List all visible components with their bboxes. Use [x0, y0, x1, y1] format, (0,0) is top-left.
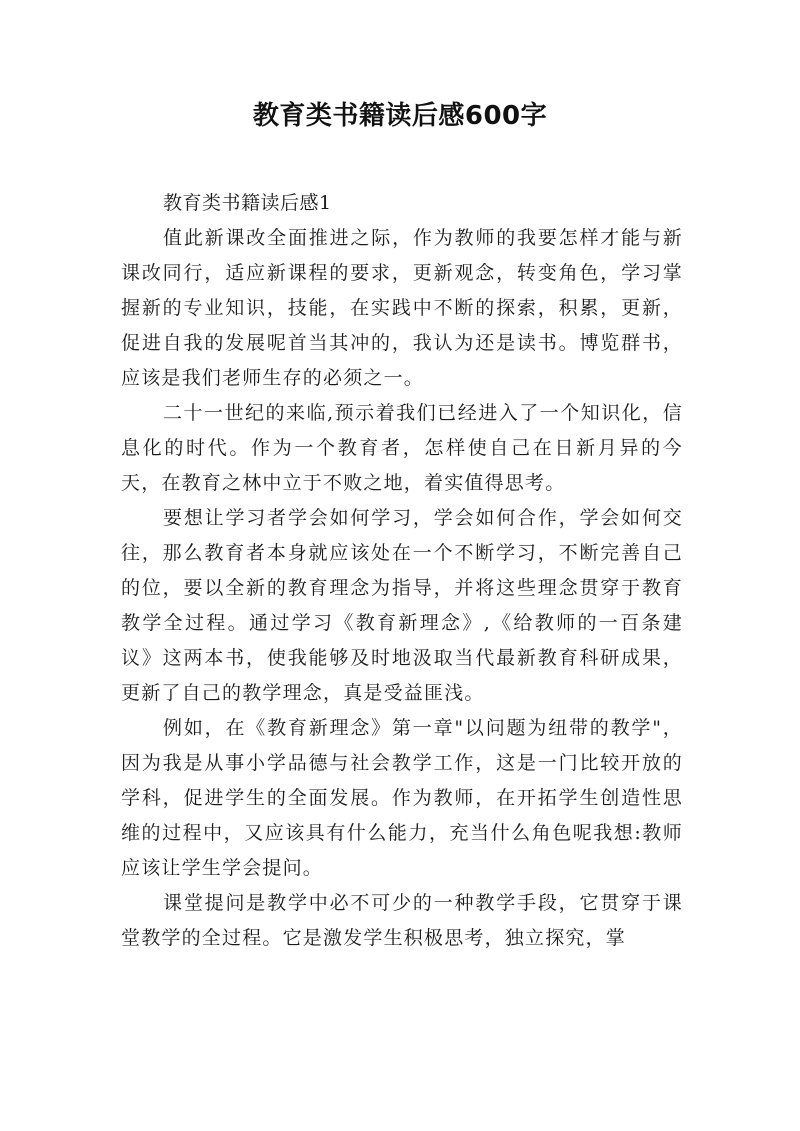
paragraph-4: 例如，在《教育新理念》第一章"以问题为纽带的教学"，因为我是从事小学品德与社会教学工作，这是一门比较开放的学科，促进学生的全面发展。作为教师，在开拓学生创造性思维的过程中，又应该具有什么能力，充当什么角色呢我想:教师应该让学生学会提问。: [121, 717, 683, 879]
section-heading: 教育类书籍读后感1: [163, 192, 332, 214]
document-body: [121, 186, 683, 956]
paragraph-1: 值此新课改全面推进之际，作为教师的我要怎样才能与新课改同行，适应新课程的要求，更新观念，转变角色，学习掌握新的专业知识，技能，在实践中不断的探索，积累，更新，促进自我的发展呢首当其冲的，我认为还是读书。博览群书，应该是我们老师生存的必须之一。: [121, 227, 683, 389]
document-title: 教育类书籍读后感600字: [252, 101, 548, 131]
paragraph-3: 要想让学习者学会如何学习，学会如何合作，学会如何交往，那么教育者本身就应该处在一个不断学习，不断完善自己的位，要以全新的教育理念为指导，并将这些理念贯穿于教育教学全过程。通过学习《教育新理念》,《给教师的一百条建议》这两本书，使我能够及时地汲取当代最新教育科研成果，更新了自己的教学理念，真是受益匪浅。: [121, 507, 683, 704]
paragraph-2: 二十一世纪的来临,预示着我们已经进入了一个知识化，信息化的时代。作为一个教育者，怎样使自己在日新月异的今天，在教育之林中立于不败之地，着实值得思考。: [121, 402, 683, 494]
paragraph-5: 课堂提问是教学中必不可少的一种教学手段，它贯穿于课堂教学的全过程。它是激发学生积极思考，独立探究，掌: [121, 892, 683, 949]
